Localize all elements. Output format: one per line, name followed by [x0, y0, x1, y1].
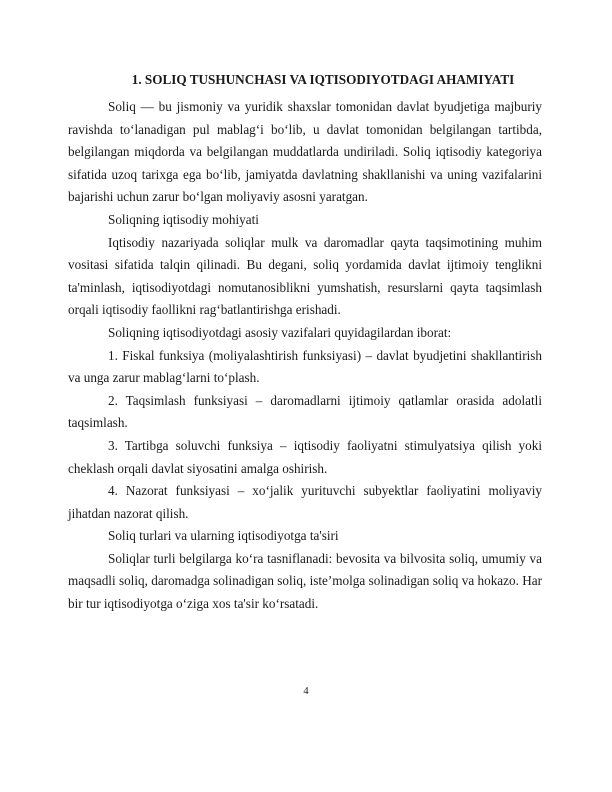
document-page: [68, 70, 542, 616]
paragraph-economic-theory: Iqtisodiy nazariyada soliqlar mulk va daromadlar qayta taqsimotining muhim vositasi sifatida talqin qilinadi. Bu degani, soliq yordamida davlat ijtimoiy tenglikni ta'minlash, iqtisodiyotdagi nomutanosiblikni yumshatish, resurslarni qayta taqsimlash orqali iqtisodiy faollikni rag‘batlantirishga erishadi.: [68, 234, 542, 318]
subheading-tax-types: Soliq turlari va ularning iqtisodiyotga ta'siri: [108, 528, 339, 544]
page-number: 4: [303, 686, 309, 697]
list-item-distribution-function: 2. Taqsimlash funksiyasi – daromadlarni ijtimoiy qatlamlar orasida adolatli taqsimlash.: [68, 392, 542, 431]
paragraph-soliq-definition: Soliq — bu jismoniy va yuridik shaxslar tomonidan davlat byudjetiga majburiy ravishda to‘lanadigan pul mablag‘i bo‘lib, u davlat tomonidan belgilangan tartibda, belgilangan miqdorda va belgilangan muddatlarda undiriladi. Soliq iqtisodiy kategoriya sifatida uzoq tarixga ega bo‘lib, jamiyatda davlatning shakllanishi va uning vazifalarini bajarishi uchun zarur bo‘lgan moliyaviy asosni yaratgan.: [68, 99, 542, 205]
subheading-economic-essence: Soliqning iqtisodiy mohiyati: [108, 211, 259, 227]
section-title: 1. SOLIQ TUSHUNCHASI VA IQTISODIYOTDAGI AHAMIYATI: [131, 72, 515, 87]
list-item-control-function: 4. Nazorat funksiyasi – xo‘jalik yurituvchi subyektlar faoliyatini moliyaviy jihatdan nazorat qilish.: [68, 483, 542, 521]
paragraph-tax-classification: Soliqlar turli belgilarga ko‘ra tasniflanadi: bevosita va bilvosita soliq, umumiy va maqsadli soliq, daromadga solinadigan soliq, iste’molga solinadigan soliq va hokazo. Har bir tur iqtisodiyotga o‘ziga xos ta'sir ko‘rsatadi.: [68, 550, 542, 612]
list-item-regulatory-function: 3. Tartibga soluvchi funksiya – iqtisodiy faoliyatni stimulyatsiya qilish yoki cheklash orqali davlat siyosatini amalga oshirish.: [68, 437, 542, 476]
list-item-fiscal-function: 1. Fiskal funksiya (moliyalashtirish funksiyasi) – davlat byudjetini shakllantirish va unga zarur mablag‘larni to‘plash.: [68, 347, 542, 386]
paragraph-functions-intro: Soliqning iqtisodiyotdagi asosiy vazifalari quyidagilardan iborat:: [108, 324, 452, 340]
